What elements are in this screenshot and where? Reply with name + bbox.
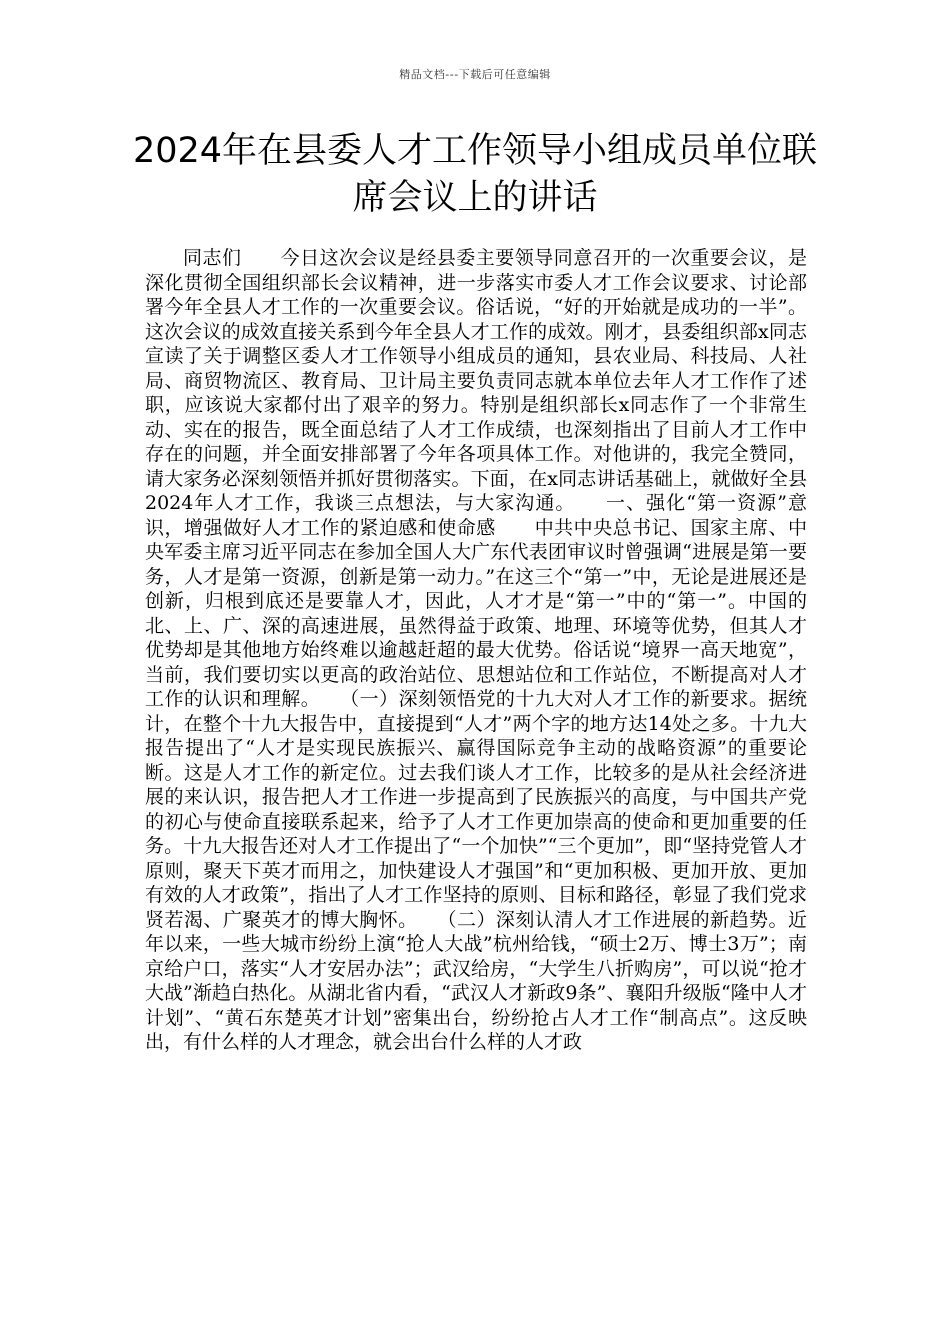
- document-title: 2024年在县委人才工作领导小组成员单位联席会议上的讲话: [132, 131, 818, 218]
- page-header-note: 精品文档---下载后可任意编辑: [399, 68, 551, 81]
- document-body: 同志们 今日这次会议是经县委主要领导同意召开的一次重要会议，是深化贯彻全国组织部长会议精神，进一步落实市委人才工作会议要求、讨论部署今年全县人才工作的一次重要会议。俗话说，“好的开始就是成功的一半”。这次会议的成效直接关系到今年全县人才工作的成效。刚才，县委组织部x同志宣读了关于调整区委人才工作领导小组成员的通知，县农业局、科技局、人社局、商贸物流区、教育局、卫计局主要负责同志就本单位去年人才工作作了述职，应该说大家都付出了艰辛的努力。特别是组织部长x同志作了一个非常生动、实在的报告，既全面总结了人才工作成绩，也深刻指出了目前人才工作中存在的问题，并全面安排部署了今年各项具体工作。对他讲的，我完全赞同，请大家务必深刻领悟并抓好贯彻落实。下面，在x同志讲话基础上，就做好全县2024年人才工作，我谈三点想法，与大家沟通。 一、强化“第一资源”意识，增强做好人才工作的紧迫感和使命感 中共中央总书记、国家主席、中央军委主席习近平同志在参加全国人大广东代表团审议时曾强调“进展是第一要务，人才是第一资源，创新是第一动力。”在这三个“第一”中，无论是进展还是创新，归根到底还是要靠人才，因此，人才才是“第一”中的“第一”。中国的北、上、广、深的高速进展，虽然得益于政策、地理、环境等优势，但其人才优势却是其他地方始终难以逾越赶超的最大优势。俗话说“境界一高天地宽”，当前，我们要切实以更高的政治站位、思想站位和工作站位，不断提高对人才工作的认识和理解。 （一）深刻领悟党的十九大对人才工作的新要求。据统计，在整个十九大报告中，直接提到“人才”两个字的地方达14处之多。十九大报告提出了“人才是实现民族振兴、赢得国际竞争主动的战略资源”的重要论断。这是人才工作的新定位。过去我们谈人才工作，比较多的是从社会经济进展的来认识，报告把人才工作进一步提高到了民族振兴的高度，与中国共产党的初心与使命直接联系起来，给予了人才工作更加崇高的使命和更加重要的任务。十九大报告还对人才工作提出了“一个加快”“三个更加”，即“坚持党管人才原则，聚天下英才而用之，加快建设人才强国”和“更加积极、更加开放、更加有效的人才政策”，指出了人才工作坚持的原则、目标和路径，彰显了我们党求贤若渴、广聚英才的博大胸怀。 （二）深刻认清人才工作进展的新趋势。近年以来，一些大城市纷纷上演“抢人大战”杭州给钱，“硕士2万、博士3万”；南京给户口，落实“人才安居办法”；武汉给房，“大学生八折购房”，可以说“抢才大战”渐趋白热化。从湖北省内看，“武汉人才新政9条”、襄阳升级版“隆中人才计划”、“黄石东楚英才计划”密集出台，纷纷抢占人才工作“制高点”。这反映出，有什么样的人才理念，就会出台什么样的人才政: [145, 247, 807, 1053]
